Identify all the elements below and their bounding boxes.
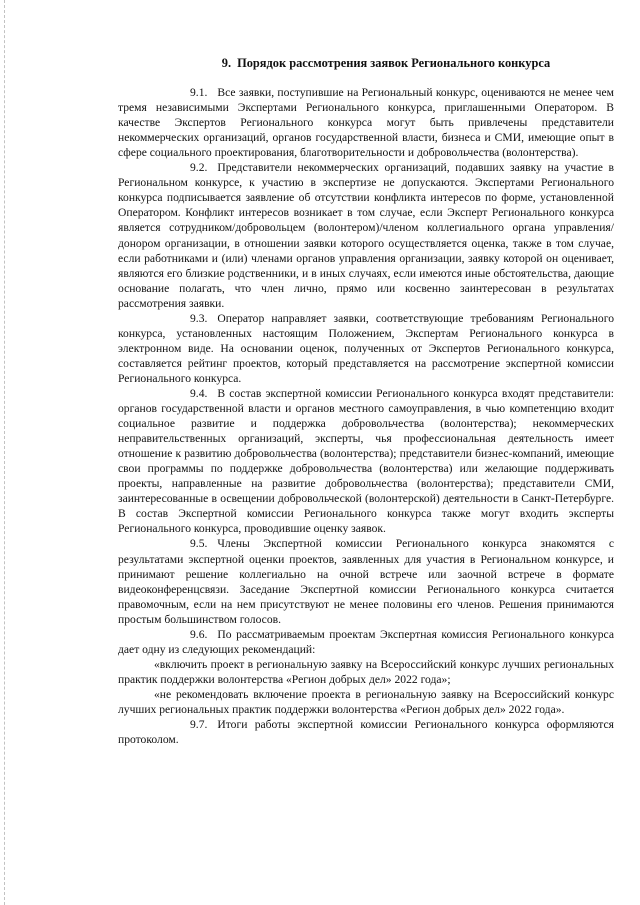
paragraph-number: 9.7. [190, 718, 208, 732]
binding-edge-divider [4, 0, 6, 905]
paragraph-9-2 [118, 160, 614, 310]
section-number: 9. [221, 56, 232, 70]
paragraph-number: 9.5. [190, 537, 208, 551]
paragraph-text: Все заявки, поступившие на Региональный конкурс, оцениваются не менее чем тремя независимыми Экспертами Регионального конкурса, приглашенными Оператором. В качестве Экспертов Регионального конкурса могут быть привлечены представители некоммерческих организаций, органов государственной власти, бизнеса и СМИ, имеющие опыт в сфере социального проектирования, благотворительности и добровольчества (волонтерства). [118, 86, 614, 160]
paragraph-number: 9.3. [190, 311, 208, 325]
recommendation-exclude: «не рекомендовать включение проекта в региональную заявку на Всероссийский конкурс лучших региональных практик поддержки волонтерства «Регион добрых дел» 2022 года». [118, 687, 614, 716]
paragraph-text: Представители некоммерческих организаций, подавших заявку на участие в Региональном конкурсе, к участию в экспертизе не допускаются. Экспертами Регионального конкурса подписывается заявление об отсутствии конфликта интересов по форме, установленной Оператором. Конфликт интересов возникает в том случае, если Эксперт Регионального конкурса является сотрудником/добровольцем (волонтером)/членом коллегиального органа управления/донором организации, в отношении заявки которого осуществляется оценка, также в том случае, если работниками и (или) членами органов управления организации, заявку которой он оценивает, являются его близкие родственники, и в иных случаях, если имеются иные обстоятельства, дающие основание полагать, что член лично, прямо или косвенно заинтересован в результатах рассмотрения заявки. [118, 161, 614, 310]
paragraph-text: Оператор направляет заявки, соответствующие требованиям Регионального конкурса, установленных настоящим Положением, Экспертам Регионального конкурса в электронном виде. На основании оценок, полученных от Экспертов Регионального конкурса, составляется рейтинг проектов, который представляется на рассмотрение экспертной комиссии Регионального конкурса. [118, 311, 614, 385]
paragraph-text: По рассматриваемым проектам Экспертная комиссия Регионального конкурса дает одну из следующих рекомендаций: [118, 627, 614, 656]
paragraph-number: 9.1. [190, 86, 208, 100]
paragraph-text: В состав экспертной комиссии Регионального конкурса входят представители: органов государственной власти и органов местного самоуправления, в чью компетенцию входит социальное развитие и поддержка добровольчества (волонтерства); некоммерческих неправительственных организаций, эксперты, чья профессиональная деятельность имеет отношение к развитию добровольчества (волонтерства); представители бизнес-компаний, имеющие свои программы по поддержке добровольчества (волонтерства) или желающие поддерживать проекты, направленные на развитие добровольчества (волонтерства); представители СМИ, заинтересованные в освещении добровольческой (волонтерской) деятельности в Санкт-Петербурге. В состав Экспертной комиссии Регионального конкурса также могут входить эксперты Регионального конкурса, проводившие оценку заявок. [118, 386, 614, 536]
paragraph-9-1 [118, 85, 614, 160]
paragraph-number: 9.6. [190, 627, 208, 641]
document-body [118, 56, 614, 747]
recommendation-include: «включить проект в региональную заявку на Всероссийский конкурс лучших региональных практик поддержки волонтерства «Регион добрых дел» 2022 года»; [118, 657, 614, 686]
section-title: Порядок рассмотрения заявок Регионального конкурса [237, 56, 551, 70]
paragraph-9-4 [118, 386, 614, 536]
paragraph-9-3 [118, 311, 614, 386]
paragraph-9-6 [118, 627, 614, 657]
paragraph-number: 9.4. [190, 386, 208, 400]
paragraph-text: Итоги работы экспертной комиссии Регионального конкурса оформляются протоколом. [118, 718, 614, 747]
paragraph-9-5 [118, 536, 614, 626]
paragraph-number: 9.2. [190, 161, 208, 175]
paragraph-text: Члены Экспертной комиссии Регионального конкурса знакомятся с результатами экспертной оценки проектов, заявленных для участия в Региональном конкурсе, и принимают решение коллегиально на очной встрече или заочной встрече в формате видеоконференцсвязи. Заседание Экспертной комиссии Регионального конкурса считается правомочным, если на нем присутствуют не менее половины его членов. Решения принимаются простым большинством голосов. [118, 537, 614, 626]
section-heading [118, 56, 614, 71]
paragraph-9-7 [118, 717, 614, 747]
